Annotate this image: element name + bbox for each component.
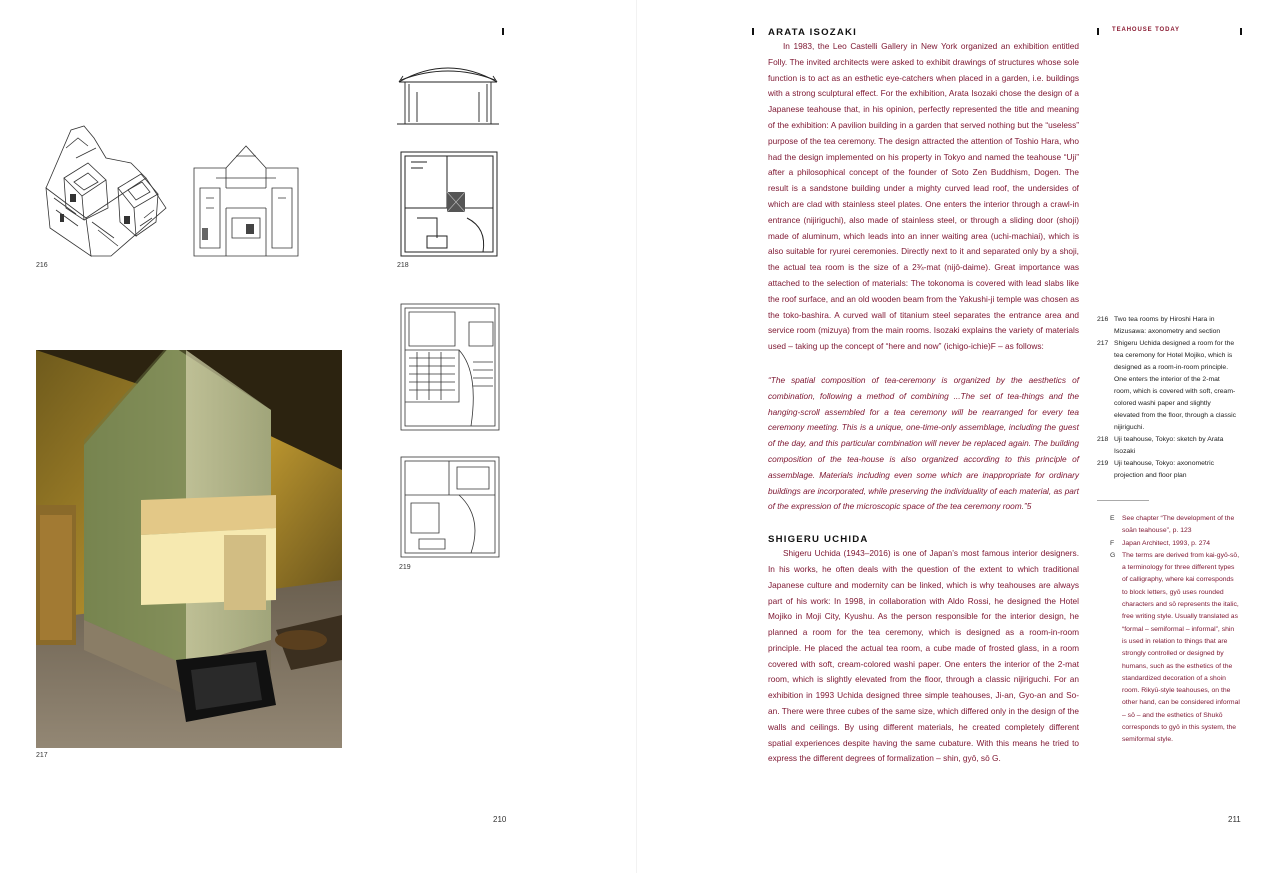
caption-219: 219 Uji teahouse, Tokyo: axonometric projection and floor plan <box>1097 460 1214 479</box>
caption-216: 216 Two tea rooms by Hiroshi Hara in Mizusawa: axonometry and section <box>1097 316 1221 335</box>
endnotes <box>1112 513 1240 747</box>
figure-number-216: 216 <box>36 262 48 269</box>
caption-217: 217 Shigeru Uchida designed a room for the tea ceremony for Hotel Mojiko, which is designed as a room-in-room principle. One enters the interior of the 2-mat room, which is covered with soft, cream-colored washi paper and slightly elevated from the floor, through a classic nijiriguchi. <box>1097 340 1237 431</box>
crop-mark <box>1240 28 1242 35</box>
crop-mark <box>1097 28 1099 35</box>
section-drawing-216 <box>186 128 306 258</box>
page-number-left: 210 <box>493 815 507 824</box>
sketch-elevation-218 <box>397 52 499 126</box>
running-head: TEAHOUSE TODAY <box>1112 27 1180 33</box>
figure-captions <box>1097 314 1237 482</box>
axonometry-drawing-216 <box>36 118 176 258</box>
figure-number-217: 217 <box>36 752 48 759</box>
sketch-plan-218 <box>397 148 501 260</box>
page-number-right: 211 <box>1228 815 1241 824</box>
plan-drawing-219-b <box>399 455 501 559</box>
note-g: G The terms are derived from kai-gyō-sō, a terminology for three different types of calligraphy, where kai corresponds to block letters, gyō uses rounded characters and sō represents the italic, free writing style. Usually translated as “formal – semiformal – informal”, shin is used in relation to things that are strongly controlled or designed by humans, such as the esthetics of the standardized decoration of a shoin room. Rikyū-style teahouses, on the other hand, can be considered informal – sō – and the esthetics of Shukō corresponds to gyō in this system, the semiformal style. <box>1110 551 1240 744</box>
caption-218: 218 Uji teahouse, Tokyo: sketch by Arata Isozaki <box>1097 436 1224 455</box>
figure-number-219: 219 <box>399 564 411 571</box>
crop-mark <box>752 28 754 35</box>
section-heading-isozaki: ARATA ISOZAKI <box>768 27 857 38</box>
main-text-column <box>768 26 1079 767</box>
section-uchida <box>768 533 1079 767</box>
section-heading-uchida: SHIGERU UCHIDA <box>768 534 869 546</box>
notes-divider <box>1097 500 1149 501</box>
crop-mark <box>502 28 504 35</box>
teahouse-photo-217 <box>36 350 342 748</box>
note-e: E See chapter “The development of the soān teahouse”, p. 123 <box>1110 515 1235 535</box>
body-paragraph-uchida: Shigeru Uchida (1943–2016) is one of Japan’s most famous interior designers. In his works, he often deals with the question of the extent to which traditional Japanese culture and modernity can be linked, which is why teahouses are always part of his work: In 1998, in collaboration with Aldo Rossi, he designed the Hotel Mojiko in Moji City, Kyushu. As the person responsible for the interior design, he planned a room for the tea ceremony, which is designed as a room-in-room principle. He placed the actual tea room, a cube made of frosted glass, in a room covered with soft, cream-colored washi paper. One enters the interior of the 2-mat room, which is slightly elevated from the floor, through a classic nijiriguchi. For an exhibition in 1993 Uchida designed three simple teahouses, Ji-an, Gyo-an and So-an. There were three cubes of the same size, which differed only in the design of the walls and ceilings. By using different materials, he created completely different spatial experiences despite having the same cubature. With this means he tried to express the different degrees of formalization – shin, gyō, sō G. <box>768 548 1079 764</box>
figure-number-218: 218 <box>397 262 409 269</box>
block-quote: “The spatial composition of tea-ceremony is organized by the aesthetics of combination, following a method of combining ...The set of tea-things and the hanging-scroll assembled for a tea ceremony will be rearranged for every tea ceremony meeting. This is a unique, one-time-only assemblage, including the guest of the day, and this particular combination will never be replaced again. The building composition of the tea-house is also organized according to this principle of assemblage. Materials including even some which are inappropriate for ordinary buildings are incorporated, while preserving the individuality of each material, as part of the expression of the microscopic space of the tea ceremony room.”5 <box>768 374 1079 512</box>
gutter <box>636 0 637 873</box>
body-paragraph-isozaki: In 1983, the Leo Castelli Gallery in New York organized an exhibition entitled Folly. The invited architects were asked to exhibit drawings of structures whose sole function is to act as an esthetic eye-catchers when placed in a garden, i.e. buildings with a strong sculptural effect. For the exhibition, Arata Isozaki chose the design of a Japanese teahouse that, in his opinion, perfectly represented the title and meaning of the exhibition: A pavilion building in a garden that served nothing but the “useless” purpose of the tea ceremony. The design attracted the attention of Toshio Hara, who had the design implemented on his property in Tokyo and named the teahouse “Uji” after a philosophical concept of the founder of Soto Zen Buddhism, Dogen. The result is a sandstone building under a mighty curved lead roof, the undersides of which are clad with stainless steel plates. One enters the interior through a crawl-in entrance (nijiriguchi), also made of stainless steel, or through a sliding door (shoji) made of aluminum, which leads into an inner waiting area (uchi-machiai), which is also suitable for ryurei ceremonies. Directly next to it and separated only by a shoji, the actual tea room is the size of a 2¾-mat (nijō-daime). Great importance was attached to the selection of materials: The tokonoma is covered with lead slabs like the roof surface, and an old wooden beam from the Yakushi-ji temple was chosen as the toko-bashira. A curved wall of titanium steel separates the entrance area and service room (mizuya) from the main rooms. Isozaki explains the variety of materials used – taking up the concept of “here and now” (ichigo-ichie)F – as follows: <box>768 41 1079 352</box>
note-f: F Japan Architect, 1993, p. 274 <box>1110 539 1211 547</box>
plan-drawing-219-a <box>399 302 501 432</box>
